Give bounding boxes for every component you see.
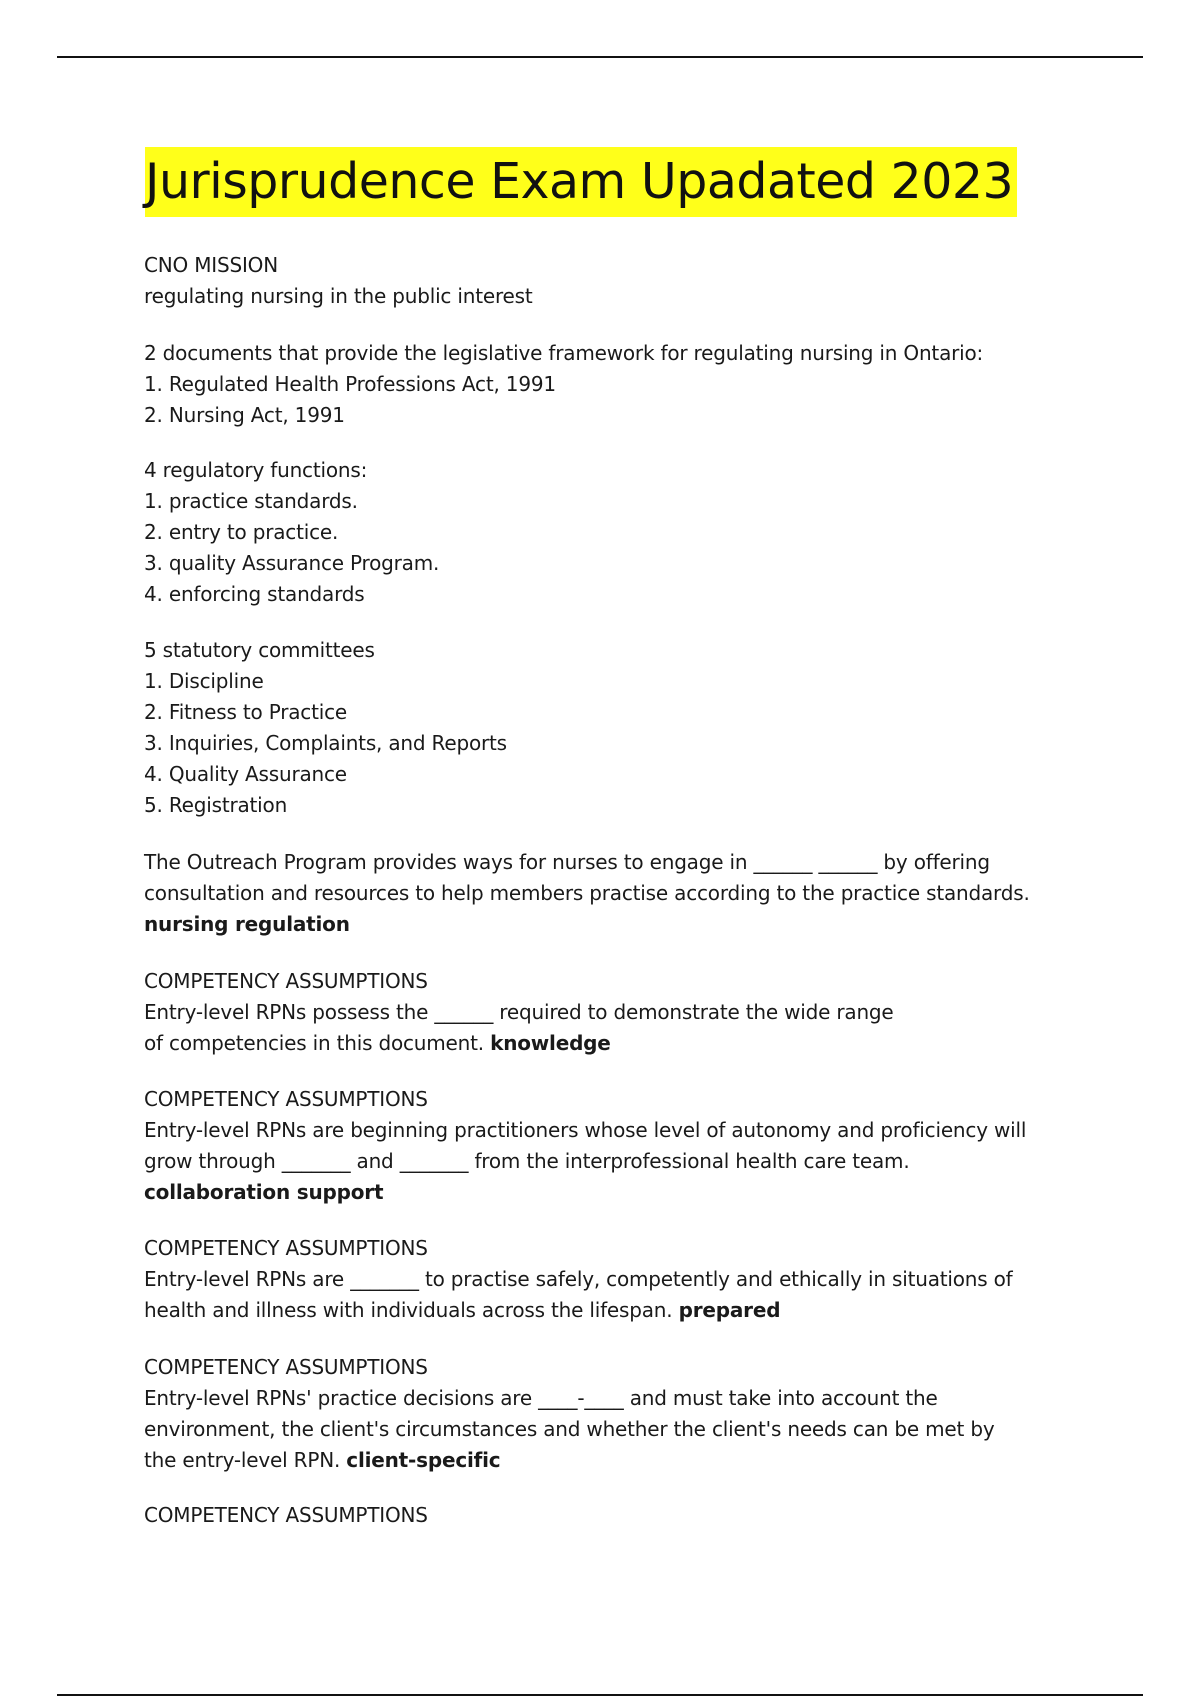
question-text: Entry-level RPNs' practice decisions are ____-____ and must take into account the [144, 1386, 938, 1410]
question-text: environment, the client's circumstances and whether the client's needs can be met by [144, 1417, 995, 1441]
question-line [144, 1445, 1044, 1476]
section-competency-knowledge [144, 966, 1044, 1059]
answer-text: nursing regulation [144, 912, 350, 936]
section-statutory-committees [144, 635, 1044, 821]
question-text: the entry-level RPN. [144, 1448, 341, 1472]
section-heading: COMPETENCY ASSUMPTIONS [144, 1355, 428, 1379]
section-heading: COMPETENCY ASSUMPTIONS [144, 1503, 428, 1527]
section-heading: 5 statutory committees [144, 638, 375, 662]
list-item: 1. Discipline [144, 669, 264, 693]
question-line [144, 1295, 1044, 1326]
question-text: of competencies in this document. [144, 1031, 484, 1055]
list-item: 5. Registration [144, 793, 288, 817]
question-text: consultation and resources to help members practise according to the practice standards. [144, 881, 1030, 905]
document-title: Jurisprudence Exam Upadated 2023 [145, 153, 1014, 210]
top-rule [57, 56, 1143, 58]
list-item: 2. entry to practice. [144, 520, 339, 544]
section-regulatory-functions [144, 455, 1044, 610]
question-text: health and illness with individuals across the lifespan. [144, 1298, 673, 1322]
section-competency-client-specific [144, 1352, 1044, 1476]
section-competency-trailing [144, 1500, 1044, 1531]
list-item: 3. quality Assurance Program. [144, 551, 440, 575]
section-heading: 2 documents that provide the legislative framework for regulating nursing in Ontario: [144, 341, 984, 365]
section-outreach-program [144, 847, 1044, 940]
section-legislative-framework [144, 338, 1044, 431]
section-cno-mission [144, 250, 1044, 312]
list-item: 1. Regulated Health Professions Act, 1991 [144, 372, 556, 396]
section-text: regulating nursing in the public interest [144, 284, 533, 308]
section-competency-prepared [144, 1233, 1044, 1326]
answer-text: prepared [678, 1298, 781, 1322]
title-highlight [145, 147, 1017, 217]
section-heading: CNO MISSION [144, 253, 278, 277]
question-text: Entry-level RPNs are beginning practitioners whose level of autonomy and proficiency will [144, 1118, 1027, 1142]
section-heading: 4 regulatory functions: [144, 458, 368, 482]
question-line [144, 1028, 1044, 1059]
question-text: Entry-level RPNs are _______ to practise safely, competently and ethically in situations of [144, 1267, 1013, 1291]
question-text: Entry-level RPNs possess the ______ required to demonstrate the wide range [144, 1000, 894, 1024]
list-item: 2. Fitness to Practice [144, 700, 347, 724]
list-item: 4. enforcing standards [144, 582, 365, 606]
list-item: 4. Quality Assurance [144, 762, 347, 786]
section-competency-collaboration [144, 1084, 1044, 1208]
section-heading: COMPETENCY ASSUMPTIONS [144, 1236, 428, 1260]
question-text: grow through _______ and _______ from the interprofessional health care team. [144, 1149, 910, 1173]
bottom-rule [57, 1694, 1143, 1696]
answer-text: knowledge [490, 1031, 611, 1055]
question-text: The Outreach Program provides ways for nurses to engage in ______ ______ by offering [144, 850, 990, 874]
answer-text: client-specific [346, 1448, 501, 1472]
list-item: 3. Inquiries, Complaints, and Reports [144, 731, 507, 755]
answer-text: collaboration support [144, 1180, 384, 1204]
list-item: 1. practice standards. [144, 489, 358, 513]
list-item: 2. Nursing Act, 1991 [144, 403, 345, 427]
section-heading: COMPETENCY ASSUMPTIONS [144, 1087, 428, 1111]
section-heading: COMPETENCY ASSUMPTIONS [144, 969, 428, 993]
